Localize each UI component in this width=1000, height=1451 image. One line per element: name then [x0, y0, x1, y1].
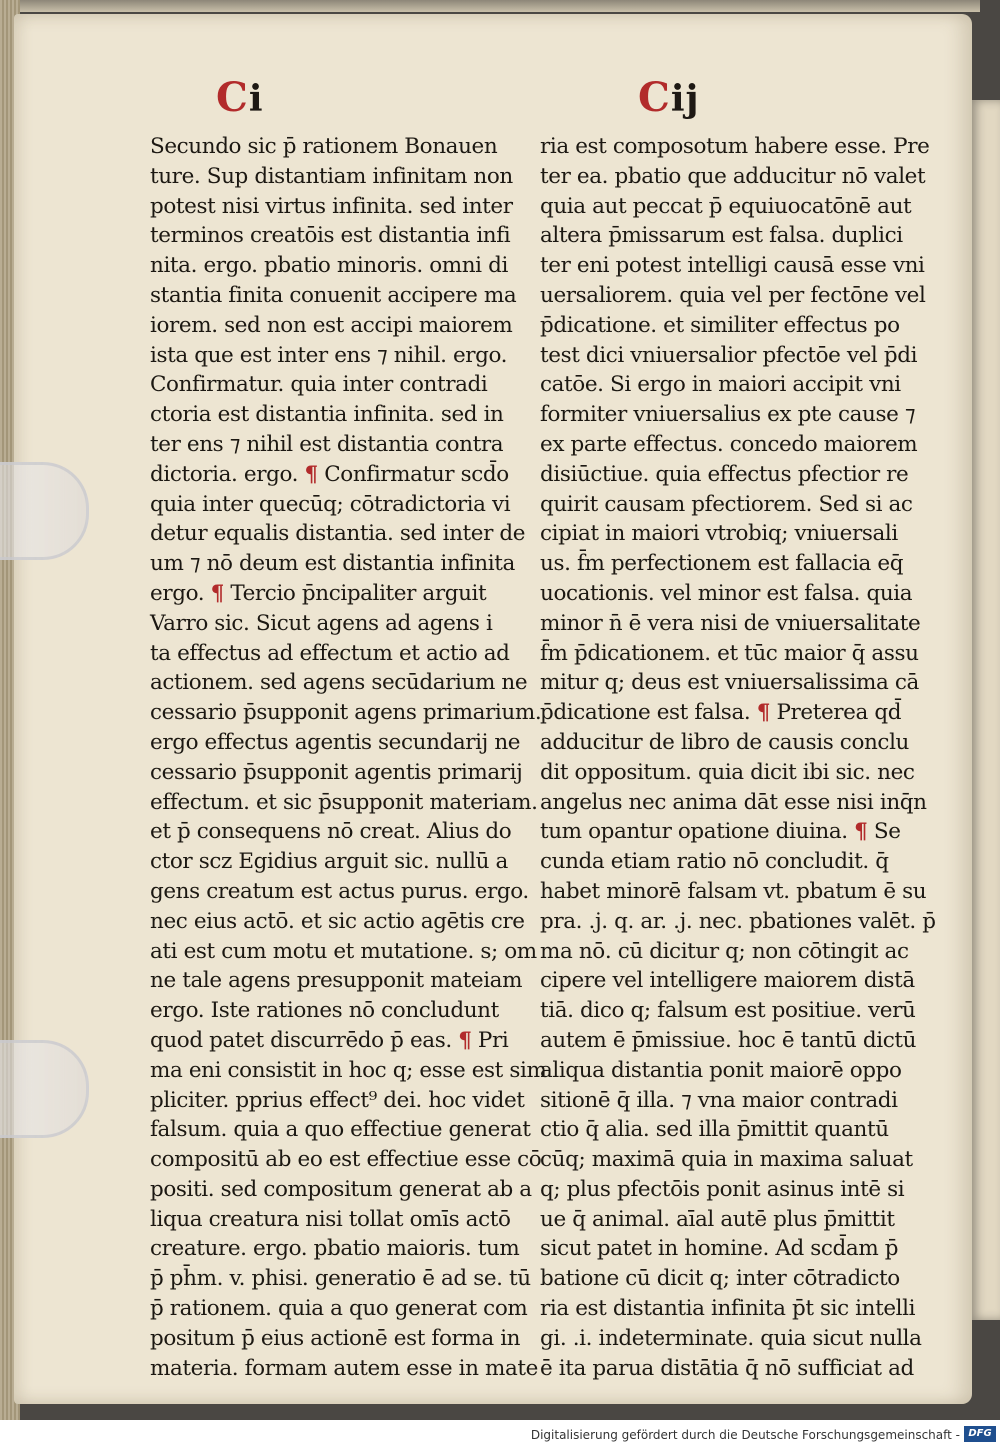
text-line: quirit causam pfectiorem. Sed si ac — [540, 491, 913, 517]
text-line: iorem. sed non est accipi maiorem — [150, 312, 513, 338]
text-line: test dici vniuersalior pfectōe vel p̄di — [540, 342, 918, 368]
text-line: us. f̄m perfectionem est fallacia eq̄ — [540, 551, 904, 577]
paragraph-mark-icon: ¶ — [854, 819, 868, 845]
header-right-mark: Cij — [638, 74, 700, 121]
paragraph-mark-icon: ¶ — [210, 580, 224, 606]
text-line: ta effectus ad effectum et actio ad — [150, 640, 510, 666]
text-line: ter eni potest intelligi causā esse vni — [540, 253, 925, 279]
paragraph-mark-icon: ¶ — [304, 461, 318, 487]
text-line: altera p̄missarum est falsa. duplici — [540, 223, 903, 249]
text-line: positi. sed compositum generat ab a — [150, 1176, 532, 1202]
text-line: quia aut peccat p̄ equiuocatōnē aut — [540, 193, 912, 219]
text-line: ria est distantia infinita p̄t sic intelli — [540, 1296, 916, 1322]
text-line: ergo. ¶ Tercio p̄ncipaliter arguit — [150, 580, 487, 606]
text-line: detur equalis distantia. sed inter de — [150, 521, 526, 547]
text-line: falsum. quia a quo effectiue generat — [150, 1117, 531, 1143]
text-line: ati est cum motu et mutatione. s; om — [150, 938, 537, 964]
text-line: potest nisi virtus infinita. sed inter — [150, 193, 513, 219]
text-line: formiter vniuersalius ex pte cause ⁊ — [540, 402, 916, 428]
text-line: ue q̄ animal. aīal autē plus p̄mittit — [540, 1206, 895, 1232]
text-line: minor n̄ ē vera nisi de vniuersalitate — [540, 610, 921, 636]
text-line: p̄dicatione est falsa. ¶ Preterea qd̄ — [540, 700, 902, 726]
text-line: adducitur de libro de causis conclu — [540, 729, 910, 755]
text-line: ctor scz Egidius arguit sic. nullū a — [150, 849, 508, 875]
text-line: cūq; maximā quia in maxima saluat — [540, 1147, 913, 1173]
paragraph-mark-icon: ¶ — [756, 700, 771, 726]
text-line: p̄ ph̄m. v. phisi. generatio ē ad se. tū — [150, 1266, 531, 1292]
header-left-mark: Ci — [216, 74, 264, 121]
text-line: p̄ rationem. quia a quo generat com — [150, 1296, 528, 1322]
text-line: ria est composotum habere esse. Pre — [540, 134, 930, 159]
book-clip-upper — [0, 462, 89, 560]
text-line: liqua creatura nisi tollat omīs actō — [150, 1206, 511, 1232]
facing-page-edge — [970, 100, 1000, 1320]
text-line: terminos creatōis est distantia infi — [150, 223, 511, 249]
text-line: ctio q̄ alia. sed illa p̄mittit quantū — [540, 1117, 889, 1143]
text-line: dit oppositum. quia dicit ibi sic. nec — [540, 759, 915, 785]
text-line: Secundo sic p̄ rationem Bonauen — [150, 134, 498, 159]
text-line: quia inter quecūq; cōtradictoria vi — [150, 491, 511, 517]
text-line: gi. .i. indeterminate. quia sicut nulla — [540, 1325, 922, 1351]
text-line: sicut patet in homine. Ad scd̄am p̄ — [540, 1236, 899, 1262]
text-line: ter ens ⁊ nihil est distantia contra — [150, 431, 504, 457]
text-line: ne tale agens presupponit mateiam — [150, 968, 523, 994]
text-line: uersaliorem. quia vel per fectōne vel — [540, 282, 926, 308]
text-line: catōe. Si ergo in maiori accipit vni — [540, 372, 901, 398]
text-line: positum p̄ eius actionē est forma in — [150, 1325, 521, 1351]
text-line: ista que est inter ens ⁊ nihil. ergo. — [150, 342, 508, 368]
text-line: p̄dicatione. et similiter effectus po — [540, 312, 900, 338]
text-line: gens creatum est actus purus. ergo. — [150, 878, 529, 904]
right-text-column — [540, 132, 936, 1383]
text-line: tiā. dico q; falsum est positiue. verū — [540, 998, 916, 1024]
left-text-column — [150, 132, 547, 1383]
text-line: compositū ab eo est effectiue esse cō — [150, 1147, 542, 1173]
text-line: q; plus pfectōis ponit asinus intē si — [540, 1176, 905, 1202]
text-line: aliqua distantia ponit maiorē oppo — [540, 1057, 902, 1083]
text-line: Confirmatur. quia inter contradi — [150, 372, 488, 398]
text-line: disiūctiue. quia effectus pfectior re — [540, 461, 909, 487]
text-line: um ⁊ nō deum est distantia infinita — [150, 551, 515, 577]
text-line: ter ea. pbatio que adducitur nō valet — [540, 163, 926, 189]
text-line: cessario p̄supponit agentis primarij — [150, 759, 523, 785]
text-line: creature. ergo. pbatio maioris. tum — [150, 1236, 520, 1262]
text-line: ex parte effectus. concedo maiorem — [540, 431, 918, 457]
text-line: habet minorē falsam vt. pbatum ē su — [540, 878, 927, 904]
text-line: sitionē q̄ illa. ⁊ vna maior contradi — [540, 1087, 898, 1113]
text-line: ē ita parua distātia q̄ nō sufficiat ad — [540, 1355, 914, 1381]
book-clip-lower — [0, 1040, 89, 1138]
text-line: batione cū dicit q; inter cōtradicto — [540, 1266, 900, 1292]
text-line: dictoria. ergo. ¶ Confirmatur scd̄o — [150, 461, 509, 487]
text-line: ma eni consistit in hoc q; esse est sim — [150, 1057, 547, 1083]
text-line: cunda etiam ratio nō concludit. q̄ — [540, 849, 889, 875]
text-line: mitur q; deus est vniuersalissima cā — [540, 670, 919, 696]
text-line: Varro sic. Sicut agens ad agens i — [150, 610, 493, 636]
text-line: cipere vel intelligere maiorem distā — [540, 968, 915, 994]
text-line: ma nō. cū dicitur q; non cōtingit ac — [540, 938, 909, 964]
paragraph-mark-icon: ¶ — [458, 1027, 472, 1053]
text-line: angelus nec anima dāt esse nisi inq̄n — [540, 789, 927, 815]
text-line: autem ē p̄missiue. hoc ē tantū dictū — [540, 1027, 917, 1053]
text-line: nita. ergo. pbatio minoris. omni di — [150, 253, 508, 279]
text-line: actionem. sed agens secūdarium ne — [150, 670, 528, 696]
text-line: f̄m p̄dicationem. et tūc maior q̄ assu — [540, 640, 919, 666]
text-line: stantia finita conuenit accipere ma — [150, 282, 517, 308]
text-line: pliciter. pprius effect⁹ dei. hoc videt — [150, 1087, 525, 1113]
text-line: uocationis. vel minor est falsa. quia — [540, 580, 913, 606]
text-line: ergo. Iste rationes nō concludunt — [150, 998, 499, 1024]
text-line: cipiat in maiori vtrobiq; vniuersali — [540, 521, 898, 547]
text-line: nec eius actō. et sic actio agētis cre — [150, 908, 525, 934]
book-top-edge — [20, 0, 980, 12]
footer-bar — [0, 1420, 1000, 1451]
footer-credit: Digitalisierung gefördert durch die Deutsche Forschungsgemeinschaft - — [530, 1428, 960, 1442]
dfg-logo: DFG — [964, 1426, 996, 1442]
text-line: materia. formam autem esse in mate — [150, 1355, 538, 1381]
text-line: pra. .j. q. ar. .j. nec. pbationes valēt. p̄ — [540, 908, 936, 934]
text-line: tum opantur opatione diuina. ¶ Se — [540, 819, 901, 845]
text-line: cessario p̄supponit agens primarium. — [150, 700, 542, 726]
text-line: quod patet discurrēdo p̄ eas. ¶ Pri — [150, 1027, 509, 1053]
text-line: ctoria est distantia infinita. sed in — [150, 402, 504, 428]
text-line: ergo effectus agentis secundarij ne — [150, 729, 521, 755]
text-line: effectum. et sic p̄supponit materiam. — [150, 789, 538, 815]
text-line: et p̄ consequens nō creat. Alius do — [150, 819, 512, 845]
text-line: ture. Sup distantiam infinitam non — [150, 163, 513, 189]
